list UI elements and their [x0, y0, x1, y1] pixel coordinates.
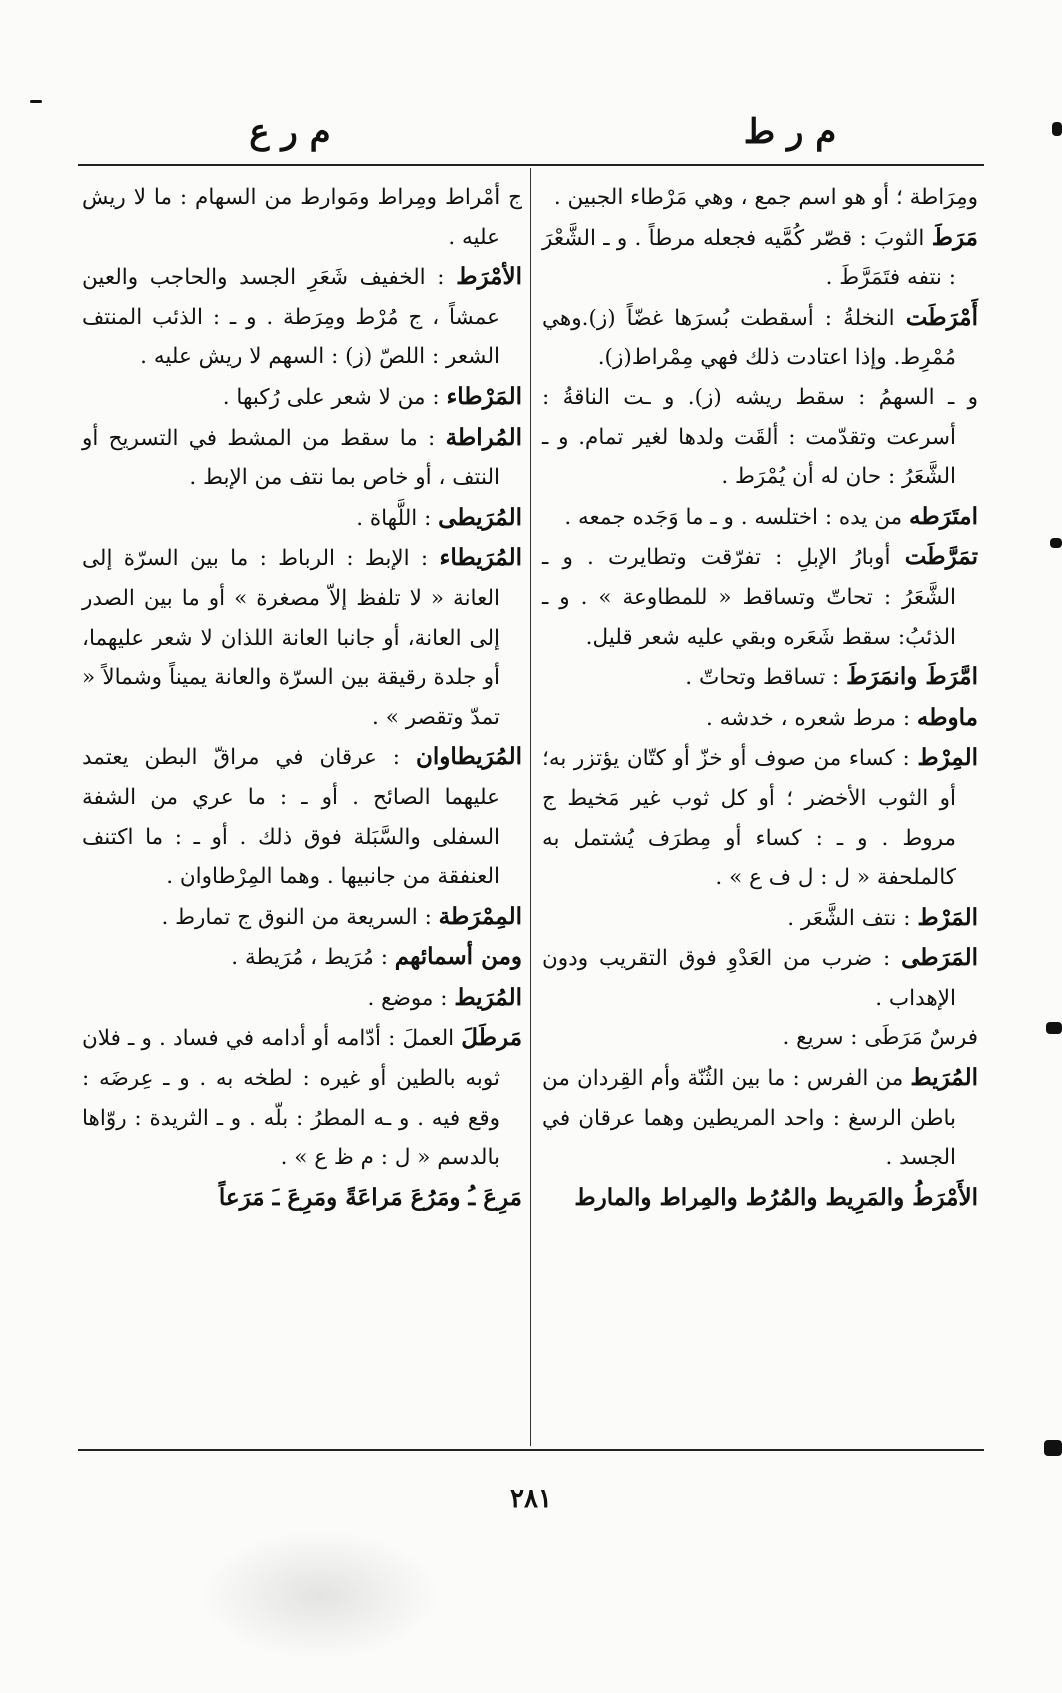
headword: المِمْرَطة	[438, 902, 522, 930]
dictionary-entry	[542, 178, 978, 218]
dictionary-entry	[542, 1018, 978, 1058]
scan-smudge	[200, 1530, 440, 1660]
headword: الأمْرَط	[456, 263, 522, 291]
dictionary-entry	[82, 978, 522, 1019]
definition-text: : مُرَيط ، مُرَيطة .	[231, 945, 388, 971]
headword: الأَمْرَطُ والمَرِيط والمُرُط والمِراط والمارط	[574, 1183, 978, 1211]
page-edge-mark	[1052, 122, 1062, 136]
page-edge-mark	[30, 100, 42, 103]
headword: مَرَطَ	[931, 223, 978, 251]
headword: امَّرَطَ وانمَرَطَ	[846, 663, 978, 691]
definition-text: : السريعة من النوق ج تمارط .	[161, 904, 432, 930]
definition-text: : موضع .	[367, 985, 448, 1011]
headword: المُرَيطاوان	[415, 743, 522, 771]
page-number: ٢٨١	[510, 1484, 552, 1514]
definition-text: : ما سقط من المشط في التسريح أو النتف ، أو خاص بما نتف من الإبط .	[82, 425, 500, 491]
dictionary-entry	[542, 497, 978, 538]
headword: ومن أسمائهم	[394, 943, 522, 971]
headword: المُرَيطاء	[439, 544, 522, 572]
definition-text: الثوبَ : قصّر كُمَّيه فجعله مرطاً . و ـ الشَّعْرَ : نتفه فتَمَرَّطَ .	[542, 225, 956, 291]
dictionary-entry	[542, 298, 978, 378]
running-head-left: م ر ع	[249, 112, 331, 152]
dictionary-entry	[82, 178, 522, 257]
dictionary-entry	[82, 897, 522, 938]
dictionary-entry	[542, 1178, 978, 1219]
top-rule	[78, 164, 984, 166]
definition-text: : تساقط وتحاتّ .	[685, 665, 840, 691]
definition-text: : اللَّهاة .	[356, 505, 432, 531]
column-divider	[530, 168, 531, 1446]
dictionary-entry	[82, 257, 522, 377]
definition-text: فرسٌ مَرَطَى : سريع .	[782, 1025, 978, 1051]
bottom-rule	[78, 1449, 984, 1451]
dictionary-entry	[542, 218, 978, 298]
right-column	[542, 178, 978, 1218]
headword: المَرْطاء	[446, 382, 522, 410]
headword: المُرَيطى	[438, 503, 522, 531]
definition-text: من الفرس : ما بين الثُنّة وأم القِردان من باطن الرسغ : واحد المريطين وهما عرقان في الجسد .	[542, 1066, 956, 1171]
definition-text: : كساء من صوف أو خزّ أو كتّان يؤتزر به؛ أو الثوب الأخضر ؛ أو كل ثوب غير مَخيط ج مروط . و ـ : كساء أو مِطرَف يُشتمل به كالملحفة « ل : ل ف ع » .	[542, 746, 956, 891]
page-edge-mark	[1050, 538, 1062, 548]
definition-text: ومِرَاطة ؛ أو هو اسم جمع ، وهي مَرْطاء الجبين .	[553, 185, 978, 210]
definition-text: : ضرب من العَدْوِ فوق التقريب ودون الإهداب .	[542, 946, 956, 1011]
dictionary-entry	[542, 738, 978, 897]
dictionary-entry	[542, 1058, 978, 1178]
definition-text: : الخفيف شَعَرِ الجسد والحاجب والعين عمشاً ، ج مُرْط ومِرَطة . و ـ : الذئب المنتف الشعر : اللصّ (ز) : السهم لا ريش عليه .	[82, 265, 500, 370]
definition-text: ج أمْراط ومِراط ومَوارط من السهام : ما لا ريش عليه .	[82, 185, 522, 250]
headword: ماوطه	[916, 703, 978, 731]
headword: امتَرَطه	[909, 502, 978, 530]
definition-text: : الإبط : الرباط : ما بين السرّة إلى العانة « لا تلفظ إلاّ مصغرة » أو ما بين الصدر إلى العانة، أو جانبا العانة اللذان لا شعر عليهما، أو جلدة رقيقة بين السرّة والعانة يميناً وشمالاً « تمدّ وتقصر » .	[82, 546, 500, 730]
definition-text: : نتف الشَّعَر .	[787, 905, 911, 931]
definition-text: : عرقان في مراقّ البطن يعتمد عليهما الصائح . أو ـ : ما عري من الشفة السفلى والسَّبَلة فوق ذلك . أو ـ : ما اكتنف العنفقة من جانبيها . وهما المِرْطاوان .	[82, 745, 500, 890]
dictionary-entry	[82, 1178, 522, 1219]
dictionary-entry	[542, 537, 978, 657]
definition-text: : مرط شعره ، خدشه .	[705, 705, 911, 731]
headword: المُراطة	[445, 423, 522, 451]
dictionary-entry	[82, 1018, 522, 1177]
page-edge-mark	[1046, 1022, 1062, 1034]
headword: مَرطَلَ	[461, 1024, 523, 1052]
page-edge-mark	[1044, 1440, 1062, 1456]
left-column	[82, 178, 522, 1218]
running-head-right: م ر ط	[743, 112, 837, 152]
dictionary-entry	[542, 898, 978, 939]
dictionary-entry	[82, 737, 522, 896]
dictionary-entry	[82, 418, 522, 498]
definition-text: النخلةُ : أسقطت بُسرَها غضّاً (ز).وهي مُمْرِط. وإذا اعتادت ذلك فهي مِمْراط(ز).	[542, 305, 956, 371]
dictionary-entry	[542, 698, 978, 739]
definition-text: و ـ السهمُ : سقط ريشه (ز). و ـت الناقةُ : أسرعت وتقدّمت : ألقَت ولدها لغير تمام. و ـ الشَّعَرُ : حان له أن يُمْرَط .	[542, 384, 978, 490]
definition-text: العملَ : أدّامه أو أدامه في فساد . و ـ فلان ثوبه بالطين أو غيره : لطخه به . و ـ عِرضَه : وقع فيه . و ـه المطرُ : بلّه . و ـ الثريدة : روّاها بالدسم « ل : م ظ ع » .	[82, 1026, 500, 1171]
definition-text: أوبارُ الإبلِ : تفرّقت وتطايرت . و ـ الشَّعَرُ : تحاتّ وتساقط « للمطاوعة » . و ـ الذئبُ: سقط شَعَره وبقي عليه شعر قليل.	[542, 545, 956, 650]
headword: تمَرَّطَت	[904, 543, 978, 571]
dictionary-entry	[82, 937, 522, 978]
headword: المِرْط	[917, 744, 978, 772]
dictionary-entry	[82, 498, 522, 539]
definition-text: : من لا شعر على رُكبها .	[222, 384, 440, 410]
dictionary-entry	[82, 538, 522, 737]
definition-text: من يده : اختلسه . و ـ ما وَجَده جمعه .	[564, 504, 903, 530]
dictionary-entry	[542, 378, 978, 497]
headword: المَرْط	[917, 903, 978, 931]
headword: المَرَطى	[901, 944, 978, 972]
dictionary-entry	[82, 377, 522, 418]
dictionary-entry	[542, 657, 978, 698]
headword: المُرَيط	[454, 983, 522, 1011]
headword: المُرَيط	[910, 1064, 978, 1092]
headword: مَرِعَ ـُ ومَرُعَ مَراعَةً ومَرِعَ ـَ مَرَعاً	[218, 1183, 522, 1211]
dictionary-entry	[542, 938, 978, 1018]
headword: أَمْرَطَت	[905, 303, 978, 331]
